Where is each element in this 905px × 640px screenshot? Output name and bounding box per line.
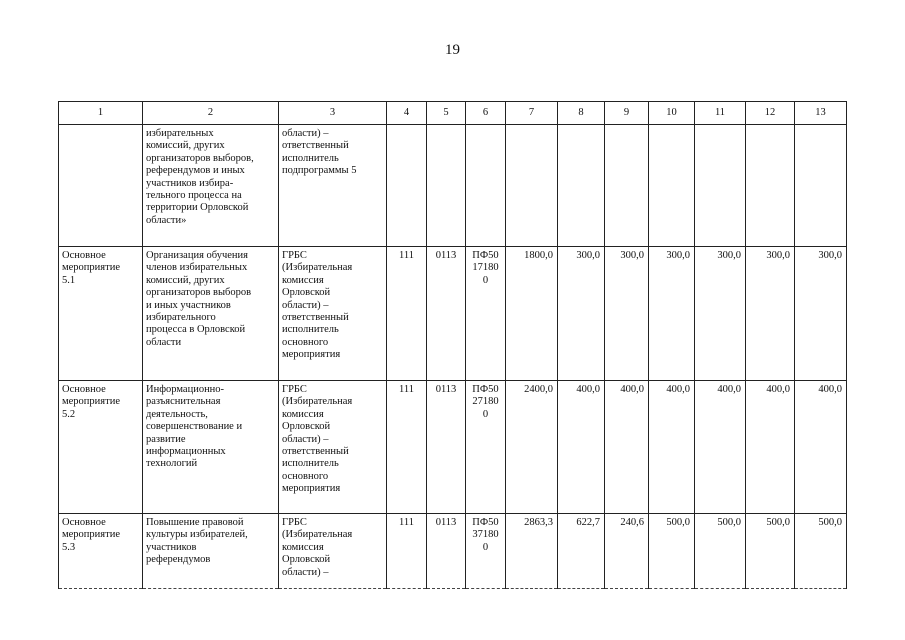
header-cell: 12 — [746, 102, 795, 125]
header-cell: 10 — [649, 102, 695, 125]
event-code-cell: Основное мероприятие 5.2 — [59, 381, 143, 514]
executor-cell: области) – ответственный исполнитель подпрограммы 5 — [279, 125, 387, 247]
amount-cell: 500,0 — [795, 514, 847, 589]
executor-cell: ГРБС (Избирательная комиссия Орловской области) – ответственный исполнитель основного мероприятия — [279, 247, 387, 381]
amount-cell: 500,0 — [649, 514, 695, 589]
grbs-code-cell: 111 — [387, 381, 427, 514]
section-code-cell — [427, 125, 466, 247]
header-cell: 8 — [558, 102, 605, 125]
section-code-cell: 0113 — [427, 381, 466, 514]
section-code-cell: 0113 — [427, 514, 466, 589]
table-row — [59, 125, 847, 247]
amount-cell — [695, 125, 746, 247]
header-cell: 7 — [506, 102, 558, 125]
program-table — [58, 101, 847, 589]
amount-cell — [649, 125, 695, 247]
header-row — [59, 102, 847, 125]
amount-cell: 400,0 — [695, 381, 746, 514]
grbs-code-cell: 111 — [387, 514, 427, 589]
amount-total-cell: 2863,3 — [506, 514, 558, 589]
amount-cell: 400,0 — [795, 381, 847, 514]
header-cell: 11 — [695, 102, 746, 125]
amount-cell: 300,0 — [558, 247, 605, 381]
table-row — [59, 381, 847, 514]
amount-cell: 400,0 — [605, 381, 649, 514]
amount-cell: 240,6 — [605, 514, 649, 589]
amount-cell — [746, 125, 795, 247]
amount-cell: 300,0 — [695, 247, 746, 381]
header-cell: 2 — [143, 102, 279, 125]
amount-cell — [605, 125, 649, 247]
event-name-cell: избирательных комиссий, других организаторов выборов, референдумов и иных участников избира- тельного процесса на территории Орловской области» — [143, 125, 279, 247]
amount-cell — [795, 125, 847, 247]
event-name-cell: Организация обучения членов избирательных комиссий, других организаторов выборов и иных участников избирательного процесса в Орловской области — [143, 247, 279, 381]
amount-cell: 500,0 — [695, 514, 746, 589]
amount-total-cell: 2400,0 — [506, 381, 558, 514]
amount-cell: 300,0 — [605, 247, 649, 381]
grbs-code-cell — [387, 125, 427, 247]
amount-cell: 300,0 — [795, 247, 847, 381]
amount-cell: 300,0 — [649, 247, 695, 381]
amount-total-cell — [506, 125, 558, 247]
grbs-code-cell: 111 — [387, 247, 427, 381]
section-code-cell: 0113 — [427, 247, 466, 381]
amount-cell: 400,0 — [649, 381, 695, 514]
table-row — [59, 514, 847, 589]
table-row — [59, 247, 847, 381]
amount-cell: 400,0 — [746, 381, 795, 514]
page-number: 19 — [445, 42, 460, 58]
event-name-cell: Информационно- разъяснительная деятельность, совершенствование и развитие информационных технологий — [143, 381, 279, 514]
target-code-cell: ПФ50 27180 0 — [466, 381, 506, 514]
header-cell: 13 — [795, 102, 847, 125]
amount-cell — [558, 125, 605, 247]
header-cell: 6 — [466, 102, 506, 125]
header-cell: 5 — [427, 102, 466, 125]
target-code-cell — [466, 125, 506, 247]
amount-total-cell: 1800,0 — [506, 247, 558, 381]
header-cell: 9 — [605, 102, 649, 125]
amount-cell: 300,0 — [746, 247, 795, 381]
header-cell: 1 — [59, 102, 143, 125]
event-name-cell: Повышение правовой культуры избирателей, участников референдумов — [143, 514, 279, 589]
amount-cell: 500,0 — [746, 514, 795, 589]
header-cell: 3 — [279, 102, 387, 125]
executor-cell: ГРБС (Избирательная комиссия Орловской области) – — [279, 514, 387, 589]
header-cell: 4 — [387, 102, 427, 125]
amount-cell: 622,7 — [558, 514, 605, 589]
event-code-cell: Основное мероприятие 5.1 — [59, 247, 143, 381]
amount-cell: 400,0 — [558, 381, 605, 514]
executor-cell: ГРБС (Избирательная комиссия Орловской области) – ответственный исполнитель основного мероприятия — [279, 381, 387, 514]
target-code-cell: ПФ50 17180 0 — [466, 247, 506, 381]
target-code-cell: ПФ50 37180 0 — [466, 514, 506, 589]
event-code-cell: Основное мероприятие 5.3 — [59, 514, 143, 589]
event-code-cell — [59, 125, 143, 247]
